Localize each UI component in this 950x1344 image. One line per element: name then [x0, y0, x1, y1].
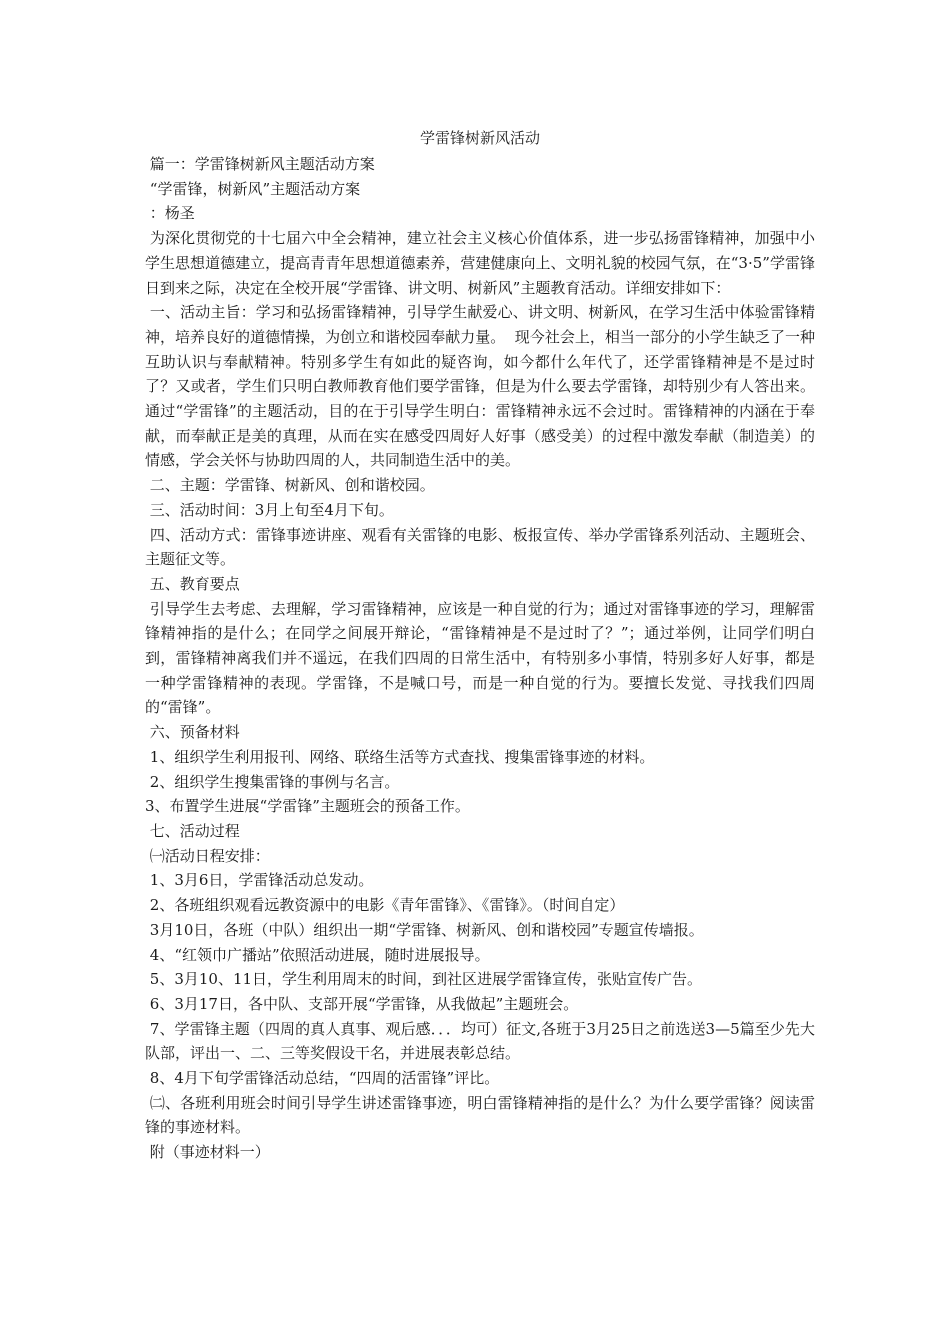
section-education-points-heading: 五、教育要点: [145, 574, 240, 593]
author-line: ：杨圣: [145, 204, 195, 223]
intro-paragraph: 为深化贯彻党的十七届六中全会精神，建立社会主义核心价值体系，进一步弘扬雷锋精神，加强中小学生思想道德建立，提高青青年思想道德素养，营建健康向上、文明礼貌的校园气氛，在“3·5”学雷锋日到来之际，决定在全校开展“学雷锋、讲文明、树新风”主题教育活动。详细安排如下：: [145, 229, 815, 297]
section-theme: 二、主题：学雷锋、树新风、创和谐校园。: [145, 476, 435, 495]
section-purpose: 一、活动主旨：学习和弘扬雷锋精神，引导学生献爱心、讲文明、树新风，在学习生活中体验雷锋精神，培养良好的道德情操，为创立和谐校园奉献力量。 现今社会上，相当一部分的小学生缺乏了一种互助认识与奉献精神。特别多学生有如此的疑咨询，如今都什么年代了，还学雷锋精神是不是过时了？又或者，学生们只明白教师教育他们要学雷锋，但是为什么要去学雷锋，却特别少有人答出来。通过“学雷锋”的主题活动，目的在于引导学生明白：雷锋精神永远不会过时。雷锋精神的内涵在于奉献，而奉献正是美的真理，从而在实在感受四周好人好事（感受美）的过程中激发奉献（制造美）的情感，学会关怀与协助四周的人，共同制造生活中的美。: [145, 303, 815, 470]
appendix-label: 附（事迹材料一）: [145, 1143, 270, 1162]
schedule-item-6: 6、3月17日，各中队、支部开展“学雷锋，从我做起”主题班会。: [145, 994, 579, 1013]
section-process-heading: 七、活动过程: [145, 821, 240, 840]
materials-item-2: 2、组织学生搜集雷锋的事例与名言。: [145, 772, 400, 791]
schedule-item-8: 8、4月下旬学雷锋活动总结，“四周的活雷锋”评比。: [145, 1069, 500, 1088]
schedule-item-4: 4、“红领巾广播站”依照活动进展，随时进展报导。: [145, 945, 490, 964]
schedule-item-1: 1、3月6日，学雷锋活动总发动。: [145, 871, 374, 890]
schedule-item-3: 3月10日，各班（中队）组织出一期“学雷锋、树新风、创和谐校园”专题宣传墙报。: [145, 920, 704, 939]
document-page: [145, 126, 815, 1165]
materials-item-3: 3、布置学生进展“学雷锋”主题班会的预备工作。: [145, 797, 470, 816]
schedule-item-7: 7、学雷锋主题（四周的真人真事、观后感．．．均可）征文,各班于3月25日之前选送3—5篇至少先大队部，评出一、二、三等奖假设干名，并进展表彰总结。: [145, 1019, 815, 1063]
schedule-item-5: 5、3月10、11日，学生利用周末的时间，到社区进展学雷锋宣传，张贴宣传广告。: [145, 970, 703, 989]
education-points-paragraph: 引导学生去考虑、去理解，学习雷锋精神，应该是一种自觉的行为；通过对雷锋事迹的学习，理解雷锋精神指的是什么；在同学之间展开辩论，“雷锋精神是不是过时了？”；通过举例，让同学们明白到，雷锋精神离我们并不遥远，在我们四周的日常生活中，有特别多小事情，特别多好人好事，都是一种学雷锋精神的表现。学雷锋，不是喊口号，而是一种自觉的行为。要擅长发觉、寻找我们四周的“雷锋”。: [145, 599, 815, 717]
class-meeting-paragraph: ㈡、各班利用班会时间引导学生讲述雷锋事迹，明白雷锋精神指的是什么？为什么要学雷锋？阅读雷锋的事迹材料。: [145, 1093, 815, 1137]
section-materials-heading: 六、预备材料: [145, 723, 240, 742]
plan-title: “学雷锋，树新风”主题活动方案: [145, 179, 361, 198]
section-time: 三、活动时间：3月上旬至4月下旬。: [145, 500, 394, 519]
heading-part-one: 篇一：学雷锋树新风主题活动方案: [145, 155, 375, 173]
materials-item-1: 1、组织学生利用报刊、网络、联络生活等方式查找、搜集雷锋事迹的材料。: [145, 747, 655, 766]
schedule-item-2: 2、各班组织观看远教资源中的电影《青年雷锋》、《雷锋》。（时间自定）: [145, 896, 625, 915]
schedule-heading: ㈠活动日程安排：: [145, 846, 270, 865]
section-methods: 四、活动方式：雷锋事迹讲座、观看有关雷锋的电影、板报宣传、举办学雷锋系列活动、主题班会、主题征文等。: [145, 525, 815, 569]
document-title: 学雷锋树新风活动: [419, 129, 540, 147]
